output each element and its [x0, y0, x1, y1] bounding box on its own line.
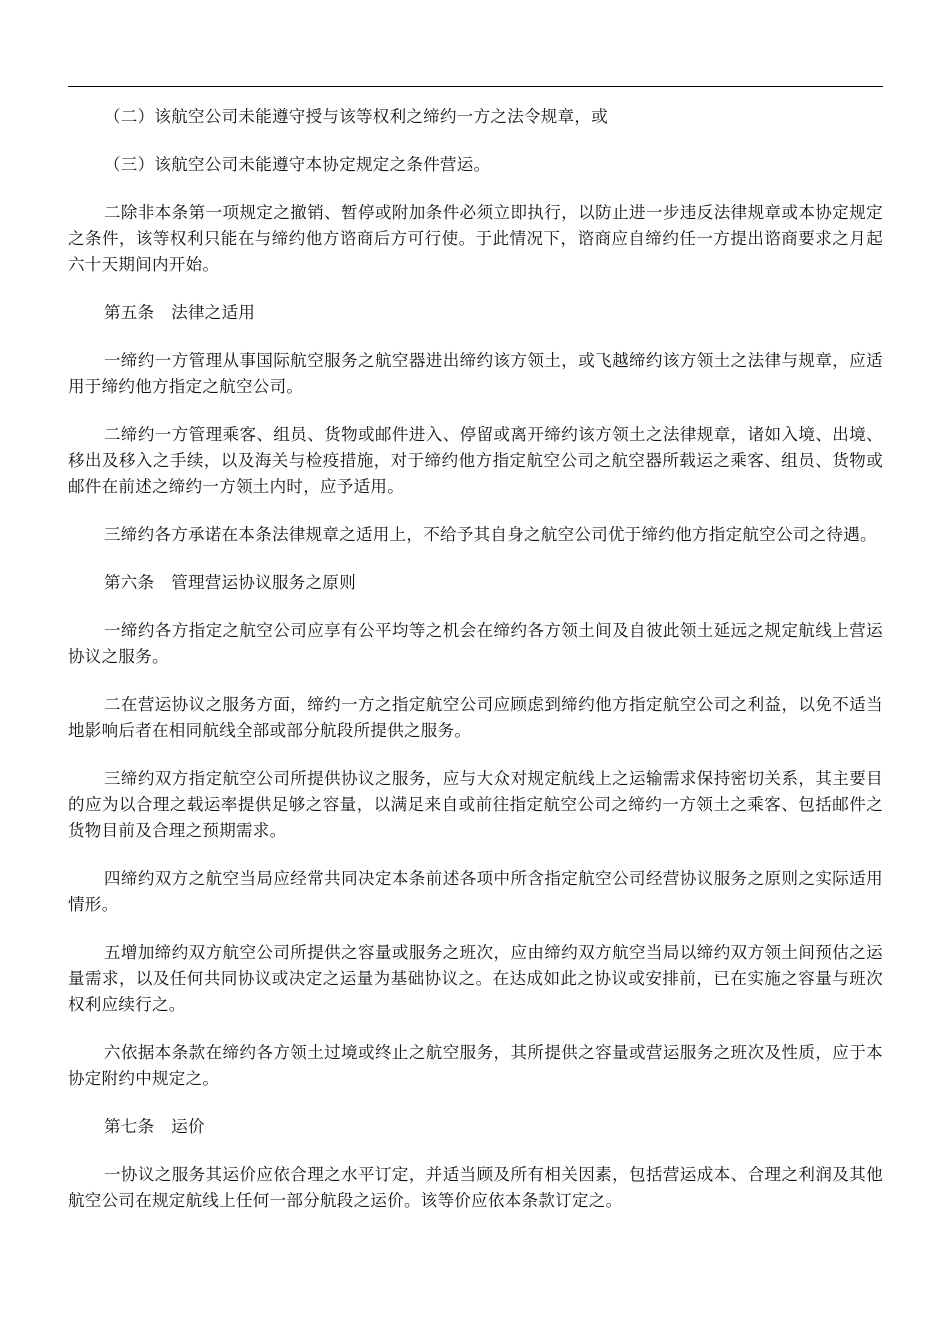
article-7-heading: 第七条 运价	[104, 1117, 205, 1136]
paragraph-article5-item3: 三缔约各方承诺在本条法律规章之适用上，不给予其自身之航空公司优于缔约他方指定航空公司之待遇。	[104, 525, 877, 544]
paragraph-article6-item6: 六依据本条款在缔约各方领土过境或终止之航空服务，其所提供之容量或营运服务之班次及性质，应于本协定附约中规定之。	[68, 1043, 883, 1088]
article-6-heading: 第六条 管理营运协议服务之原则	[104, 573, 356, 592]
paragraph-article6-item5: 五增加缔约双方航空公司所提供之容量或服务之班次，应由缔约双方航空当局以缔约双方领土间预估之运量需求，以及任何共同协议或决定之运量为基础协议之。在达成如此之协议或安排前，已在实施之容量与班次权利应续行之。	[68, 943, 883, 1014]
document-body	[68, 104, 883, 1236]
paragraph-article6-item3: 三缔约双方指定航空公司所提供协议之服务，应与大众对规定航线上之运输需求保持密切关系，其主要目的应为以合理之载运率提供足够之容量，以满足来自或前往指定航空公司之缔约一方领土之乘客、包括邮件之货物目前及合理之预期需求。	[68, 769, 883, 840]
header-rule	[68, 86, 883, 87]
paragraph-article7-item1: 一协议之服务其运价应依合理之水平订定，并适当顾及所有相关因素，包括营运成本、合理之利润及其他航空公司在规定航线上任何一部分航段之运价。该等价应依本条款订定之。	[68, 1165, 883, 1210]
article-5-heading: 第五条 法律之适用	[104, 303, 256, 322]
paragraph-article4-item2: 二除非本条第一项规定之撤销、暂停或附加条件必须立即执行，以防止进一步违反法律规章或本协定规定之条件，该等权利只能在与缔约他方谘商后方可行使。于此情况下，谘商应自缔约任一方提出谘商要求之月起六十天期间内开始。	[68, 203, 883, 274]
paragraph-article5-item1: 一缔约一方管理从事国际航空服务之航空器进出缔约该方领土，或飞越缔约该方领土之法律与规章，应适用于缔约他方指定之航空公司。	[68, 351, 883, 396]
paragraph-article6-item1: 一缔约各方指定之航空公司应享有公平均等之机会在缔约各方领土间及自彼此领土延远之规定航线上营运协议之服务。	[68, 621, 883, 666]
paragraph-article6-item4: 四缔约双方之航空当局应经常共同决定本条前述各项中所含指定航空公司经营协议服务之原则之实际适用情形。	[68, 869, 883, 914]
paragraph-article6-item2: 二在营运协议之服务方面，缔约一方之指定航空公司应顾虑到缔约他方指定航空公司之利益，以免不适当地影响后者在相同航线全部或部分航段所提供之服务。	[68, 695, 883, 740]
paragraph-article5-item2: 二缔约一方管理乘客、组员、货物或邮件进入、停留或离开缔约该方领土之法律规章，诸如入境、出境、移出及移入之手续，以及海关与检疫措施，对于缔约他方指定航空公司之航空器所载运之乘客、组员、货物或邮件在前述之缔约一方领土内时，应予适用。	[68, 425, 883, 496]
paragraph-clause-2: （二）该航空公司未能遵守授与该等权利之缔约一方之法令规章，或	[104, 107, 608, 126]
paragraph-clause-3: （三）该航空公司未能遵守本协定规定之条件营运。	[104, 155, 491, 174]
